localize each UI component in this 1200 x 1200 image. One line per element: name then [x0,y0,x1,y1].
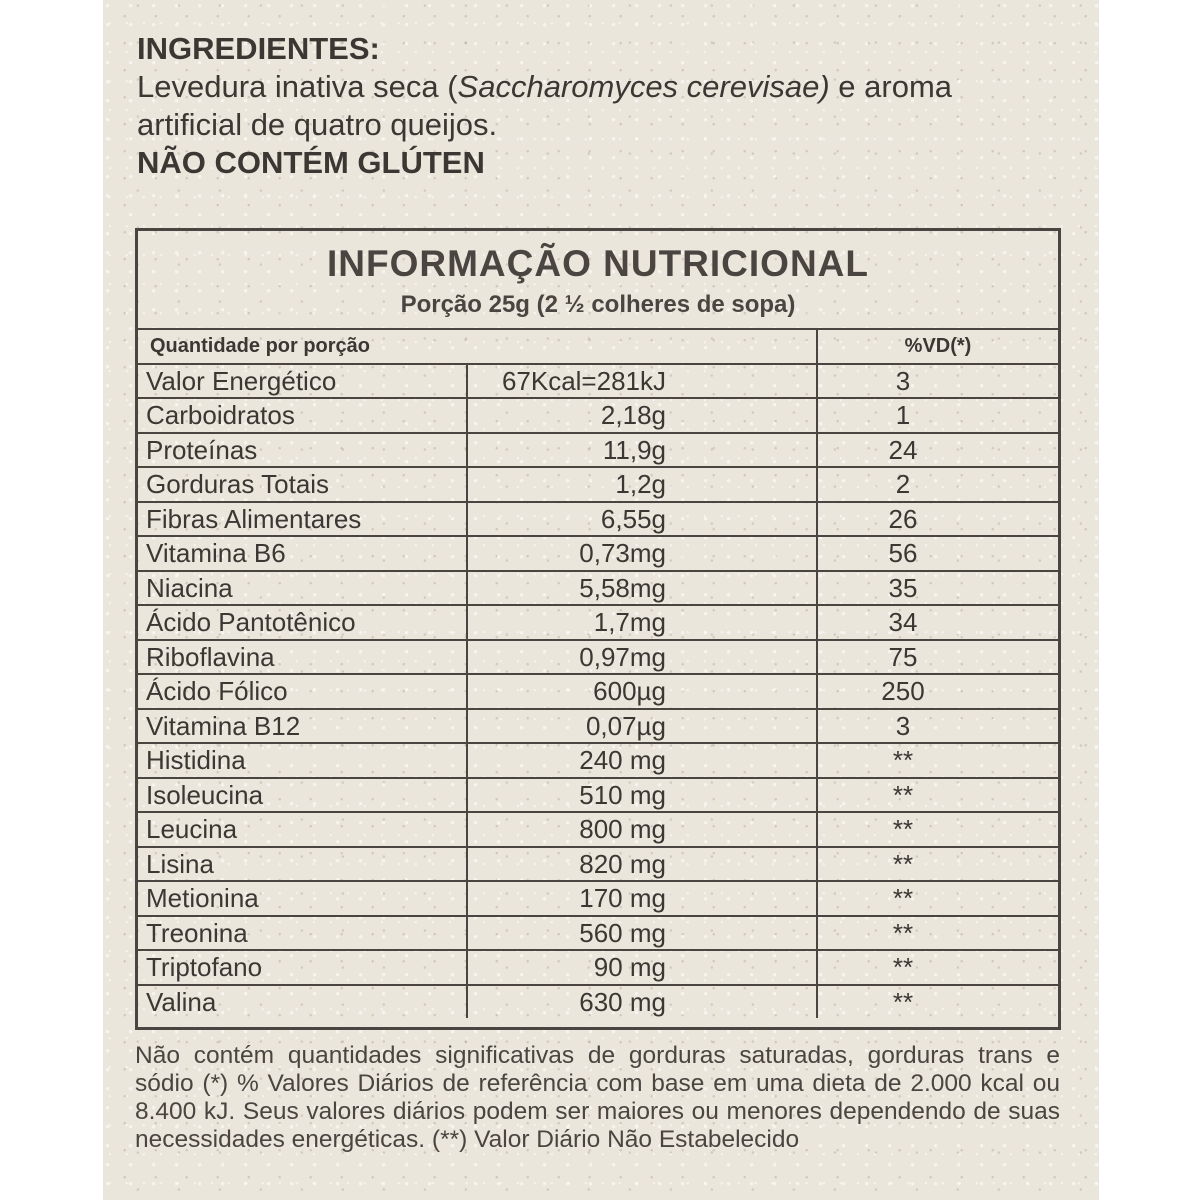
table-row [138,881,1058,916]
nutrient-amount: 1,2g [467,467,817,502]
ingredients-title: INGREDIENTES: [137,31,380,66]
nutrient-amount: 2,18g [467,398,817,433]
table-row [138,605,1058,640]
nutrition-title: INFORMAÇÃO NUTRICIONAL [326,243,869,284]
table-row [138,709,1058,744]
table-row [138,433,1058,468]
nutrient-vd: ** [817,812,1058,847]
nutrition-portion: Porção 25g (2 ½ colheres de sopa) [400,291,796,318]
nutrient-vd: 2 [817,467,1058,502]
header-quantity: Quantidade por porção [138,329,817,364]
header-vd: %VD(*) [817,329,1058,364]
ingredients-text-italic: Saccharomyces cerevisae) [457,69,830,104]
nutrient-name: Riboflavina [138,640,467,675]
nutrition-header-row [138,329,1058,364]
nutrient-amount: 90 mg [467,950,817,985]
nutrient-amount: 67Kcal=281kJ [467,364,817,399]
nutrient-name: Metionina [138,881,467,916]
nutrient-amount: 6,55g [467,502,817,537]
nutrient-amount: 5,58mg [467,571,817,606]
table-row [138,536,1058,571]
ingredients-text-after: e aroma artificial de quatro queijos. [137,69,953,142]
nutrient-name: Vitamina B6 [138,536,467,571]
nutrient-vd: 26 [817,502,1058,537]
nutrient-vd: 3 [817,709,1058,744]
nutrient-vd: ** [817,743,1058,778]
nutrient-amount: 510 mg [467,778,817,813]
nutrient-amount: 11,9g [467,433,817,468]
nutrient-name: Niacina [138,571,467,606]
footnote: Não contém quantidades significativas de gorduras saturadas, gorduras trans e sódio (*) % Valores Diários de referência com base em uma dieta de 2.000 kcal ou 8.400 kJ. Seus valores diários podem ser maiores ou menores dependendo de suas necessidades energéticas. (**) Valor Diário Não Estabelecido [135,1042,1060,1153]
table-row [138,674,1058,709]
nutrient-vd: 3 [817,364,1058,399]
nutrient-vd: 250 [817,674,1058,709]
nutrient-name: Lisina [138,847,467,882]
nutrient-name: Ácido Fólico [138,674,467,709]
nutrient-vd: 56 [817,536,1058,571]
table-row [138,571,1058,606]
nutrient-vd: ** [817,950,1058,985]
nutrient-name: Triptofano [138,950,467,985]
table-row [138,502,1058,537]
table-row [138,743,1058,778]
nutrient-amount: 0,07µg [467,709,817,744]
table-row [138,812,1058,847]
table-row [138,467,1058,502]
nutrient-amount: 820 mg [467,847,817,882]
nutrient-amount: 800 mg [467,812,817,847]
ingredients-section [137,30,1037,182]
nutrient-vd: ** [817,916,1058,951]
nutrient-vd: 24 [817,433,1058,468]
gluten-warning: NÃO CONTÉM GLÚTEN [137,145,485,180]
nutrient-name: Vitamina B12 [138,709,467,744]
nutrient-vd: 35 [817,571,1058,606]
nutrient-name: Treonina [138,916,467,951]
nutrient-vd: 75 [817,640,1058,675]
nutrient-amount: 600µg [467,674,817,709]
nutrient-amount: 1,7mg [467,605,817,640]
nutrient-amount: 630 mg [467,985,817,1019]
table-row [138,398,1058,433]
nutrient-amount: 240 mg [467,743,817,778]
nutrient-name: Leucina [138,812,467,847]
nutrient-name: Valina [138,985,467,1019]
nutrient-name: Fibras Alimentares [138,502,467,537]
nutrient-vd: ** [817,847,1058,882]
table-row [138,847,1058,882]
nutrient-vd: ** [817,881,1058,916]
nutrient-amount: 170 mg [467,881,817,916]
nutrient-amount: 0,97mg [467,640,817,675]
nutrient-vd: 34 [817,605,1058,640]
nutrition-facts-box [135,228,1061,1030]
table-row [138,640,1058,675]
nutrient-vd: ** [817,985,1058,1019]
nutrient-name: Isoleucina [138,778,467,813]
nutrient-vd: 1 [817,398,1058,433]
nutrient-name: Ácido Pantotênico [138,605,467,640]
nutrition-table [138,328,1058,1018]
table-row [138,950,1058,985]
table-row [138,985,1058,1019]
nutrient-name: Carboidratos [138,398,467,433]
nutrient-name: Gorduras Totais [138,467,467,502]
ingredients-text-before: Levedura inativa seca ( [137,69,458,104]
table-row [138,364,1058,399]
nutrient-name: Valor Energético [138,364,467,399]
nutrient-amount: 560 mg [467,916,817,951]
table-row [138,778,1058,813]
table-row [138,916,1058,951]
nutrient-name: Histidina [138,743,467,778]
nutrient-name: Proteínas [138,433,467,468]
ingredients-text [137,68,1037,144]
nutrient-amount: 0,73mg [467,536,817,571]
nutrient-vd: ** [817,778,1058,813]
